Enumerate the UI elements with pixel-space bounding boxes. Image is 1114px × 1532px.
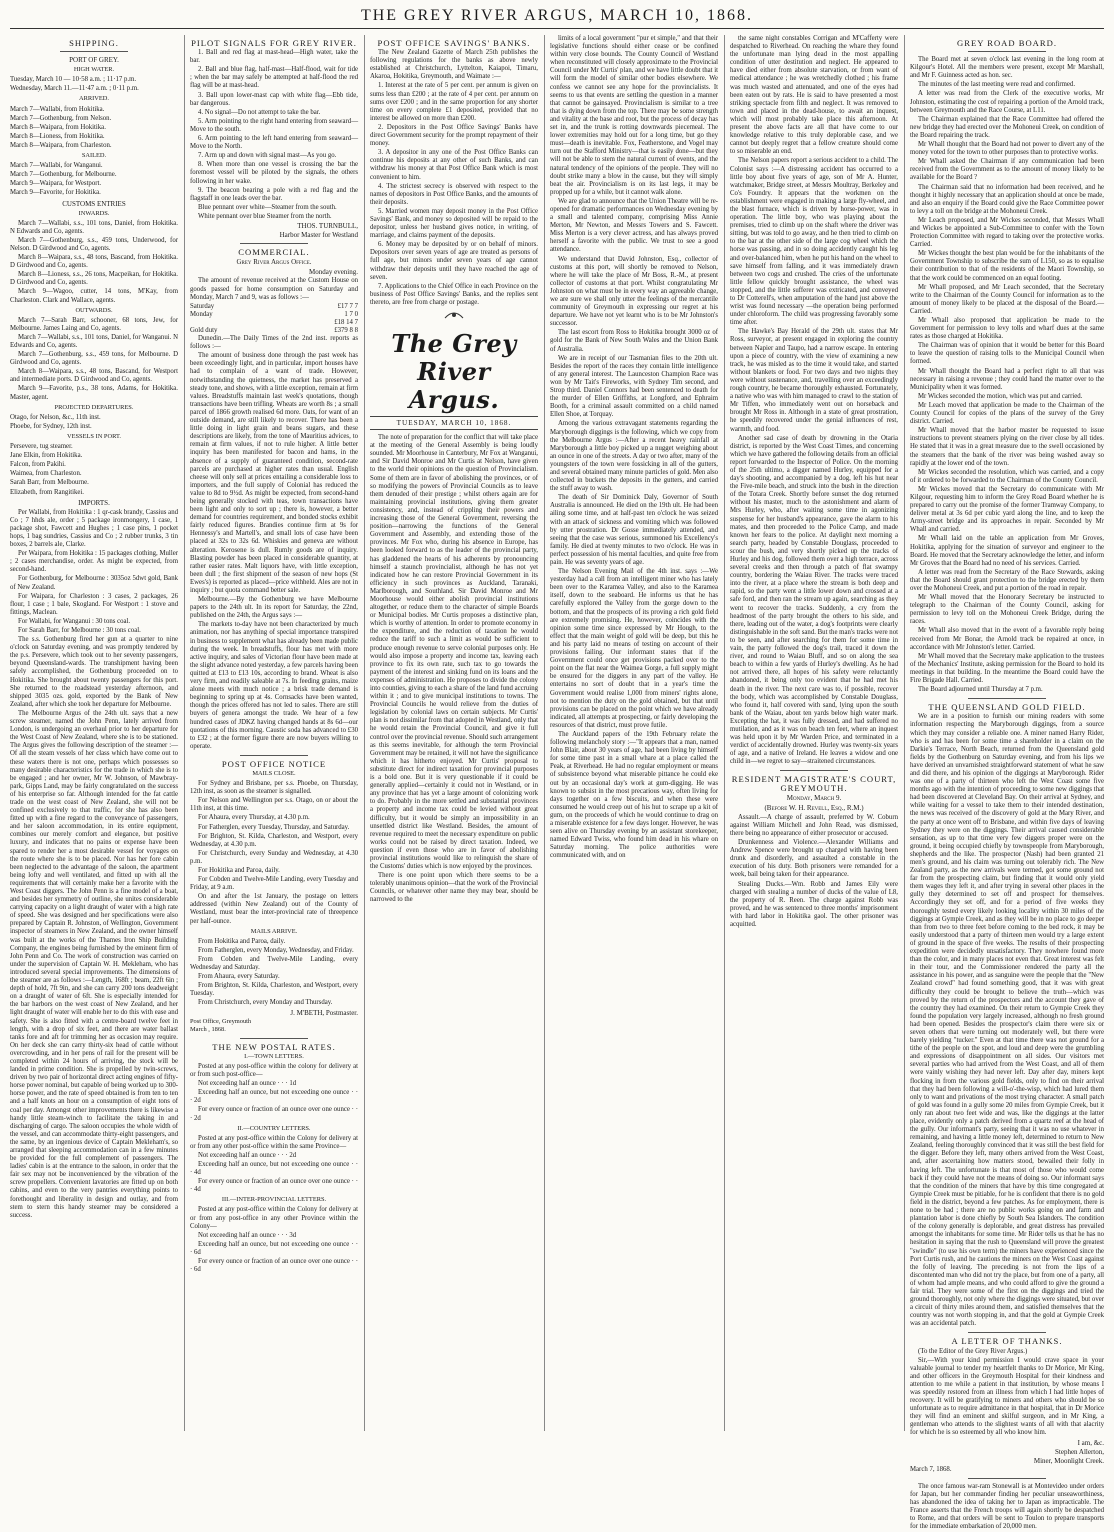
paragraph: March 8—Lioness, from Hokitika. — [10, 132, 105, 140]
paragraph: Mr Whall thought the Board had a perfect right to all that was necessary in raising a revenue ; they could hand the matter over to the Municipality when it was formed. — [910, 367, 1104, 391]
paragraph: Exceeding half an ounce, but not exceeding one ounce · · · 6d — [190, 1240, 358, 1256]
savings-heading: POST OFFICE SAVINGS' BANKS. — [377, 38, 531, 48]
paragraph: The Chairman said that no information had been received, and he thought it highly necessary that an application should at once be made, and also an enquiry if the Board could give the Race Committee power to levy a toll on the bridge at the Mohoneui Creek. — [910, 183, 1104, 215]
court-body — [730, 814, 898, 929]
rates-country-label: II.—COUNTRY LETTERS. — [237, 1124, 311, 1132]
paragraph: 5. Married women may deposit money in the Post Office Savings' Bank, and money so deposited will be repaid to the depositor, unless her husband gives notice, in writing, of marriage, and claims payment of the deposits. — [370, 207, 538, 240]
paragraph: There is one point upon which there seems to be a tolerably unanimous opinion—that the work of the Provincial Councils, or whatever other name they may bear, should be narrowed to the — [370, 872, 538, 904]
pilot-heading: PILOT SIGNALS FOR GREY RIVER. — [191, 38, 357, 48]
pilot-signals-list — [190, 49, 358, 221]
paragraph: March 7—Gothenburg, s.s., 459 tons, for Melbourne. D Girdwood and Co, agents. — [10, 351, 178, 367]
paragraph: The Hawke's Bay Herald of the 29th ult. states that Mr Ross, surveyor, at present engaged in exploring the country between Napier and Taupo, had a narrow escape. In entering upon a piece of country, with the view of examining a new track, he was misled as to the time it would take, and started without blankets or food. For two days and two nights they were without sustenance, and, travelling over an exceedingly rough country, he became thoroughly exhausted. Fortunately, a native who was with him managed to crawl to the station of Mr Tiffen, who immediately went out on horseback and brought Mr Ross in. Although in a state of great prostration, he speedily recovered under the genial influences of rest, warmth, and food. — [730, 328, 898, 433]
rates-town-label: I.—TOWN LETTERS. — [244, 1052, 304, 1060]
paragraph: From Hokitika and Paroa, daily. — [198, 937, 286, 945]
paragraph: Exceeding half an ounce, but not exceeding one ounce · · · 4d — [190, 1161, 358, 1177]
paragraph: For every ounce or fraction of an ounce over one ounce · · · 6d — [190, 1258, 358, 1274]
post-signoff: J. M'BETH, Postmaster. — [290, 1008, 358, 1017]
paragraph: the same night constables Corrigan and M'Cafferty were despatched to Riverhead. On reaching the whare they found the unfortunate man lying dead in the most appalling condition of utter destitution and neglect. He appeared to have died either from absolute starvation, or from want of medical attendance ; he was wretchedly clothed ; his frame was much wasted and attenuated, and one of the eyes had been eaten out by rats. He is said to have presented a most striking spectacle from filth and neglect. It was removed to town and placed in the dead-house, to await an inquest, which will most probably take place this afternoon. At present the above facts are all that have come to our knowledge relative to this truly deplorable case, and we cannot but deeply regret that a fellow creature should come to so miserable an end. — [730, 35, 898, 156]
paragraph: Mr Whall asked the Chairman if any communication had been received from the Government as to the amount of money likely to be available for the Board ? — [910, 158, 1104, 182]
paragraph: For Waipara, for Charleston : 3 cases, 2 packages, 26 flour, 1 case ; 1 bale, Skogland. For Westport : 1 stove and fittings, Maclean. — [10, 592, 178, 616]
paragraph: The minutes of the last meeting were read and confirmed. — [918, 81, 1076, 89]
shipping-heading: SHIPPING. — [69, 38, 119, 48]
paragraph: The last escort from Ross to Hokitika brought 3000 oz of gold for the Bank of New South Wales and the Union Bank of Australia. — [550, 329, 718, 353]
nameplate: The Grey River Argus. — [391, 329, 517, 414]
paragraph: Mr Whall moved that the Secretary make application to the trustees of the Mechanics' Institute, asking permission for the Board to hold its meetings in that building. In the meantime the Board could have the Fire Brigade Hall. Carried. — [910, 652, 1104, 685]
paragraph: Mr Whall laid on the table an application from Mr Groves, Hokitika, applying for the situation of surveyor and engineer to the Board. He moved that the Secretary acknowledge the letter, and inform Mr Groves that the Board had no need of his services. Carried. — [910, 535, 1104, 567]
sailed-label: SAILED. — [81, 152, 107, 160]
qgf-body — [910, 713, 1104, 1328]
paragraph: March 7—Gothenburg, from Nelson. — [10, 114, 112, 122]
post-signoff-date: March , 1868. — [190, 1025, 226, 1033]
masthead — [10, 6, 1104, 29]
paragraph: March 8—Waipara, from Hokitika. — [10, 123, 106, 131]
paragraph: March 7—Wallabi, s.s., 101 tons, Daniel, from Hokitika. N Edwards and Co, agents. — [10, 219, 178, 235]
paragraph: March 8—Waipara, from Charleston. — [10, 141, 112, 149]
dunedin-note: Dunedin.—The Daily Times of the 2nd inst. reports as follows :— — [190, 335, 358, 351]
revenue-amount: £17 7 7 — [337, 302, 358, 310]
stonewall-item: The once famous war-ram Stonewall is at Montevideo under orders for Japan, but her commander finding her peculiar unseaworthiness, has abandoned the idea of taking her to Japan as impracticable. The France asserts that the French troops will again shortly be despatched to Rome, and that orders will be sent to Toulon to prepare transports for the immediate embarkation of 20,000 men. — [910, 1482, 1104, 1531]
paragraph: Mr Whall also proposed that application be made to the Government for permission to levy tolls and wharf dues at the same rates as those charged at Hokitika. — [910, 317, 1104, 341]
paragraph: 7. Applications to the Chief Office in each Province on the business of Post Office Savings' Banks, and the replies sent thereto, are free from charge or postage. — [370, 282, 538, 306]
paragraph: We are glad to announce that the Union Theatre will be re-opened for dramatic performances on Wednesday evening by a small and talented company, comprising Miss Annie Merton, Mr Newton, and Messrs Towers and S. Fawcett. Miss Merton is a very clever actress, and has always proved herself a favorite with the public. We trust to see a good attendance. — [550, 197, 718, 254]
paragraph: Not exceeding half an ounce · · · 1d — [198, 1080, 297, 1088]
paragraph: Mr Whall moved that the harbor master be requested to issue instructions to prevent steamers plying on the river close by all tides. He stated that it was in a great measure due to the swell occasioned by the steamers that the bank of the river was being washed away so rapidly at the lower end of the town. — [910, 427, 1104, 467]
editorial — [370, 434, 538, 904]
paragraph: Per Wallabi, from Hokitika : 1 qr-cask brandy, Cassius and Co ; 7 hhds ale, order ; 5 package ironmongery, 1 case, 1 package shot, Fawcett and Hughes ; 1 case pins, 1 pocket hops, 1 bag sundries, Cassius and Co ; 2 rubber trunks, 3 tin boxes, 2 barrels ale, Clarke. — [10, 508, 178, 549]
paragraph: The Nelson papers report a serious accident to a child. The Colonist says :—A distressing accident has occurred to a little boy about five years of age, son of Mr A. Hunter, watchmaker, Bridge street, at Messrs Moultray, Berkeley and Co's Foundry. It appears that the workmen on the establishment were engaged in making a large fly-wheel, and the blast furnace, which is driven by horse-power, was in operation. The little boy, who was playing about the premises, tried to climb up on the shaft where the driver was sitting, but was told to go away, and he then tried to climb on to the bar at the other side of the large cog wheel which the horse was passing, and in so doing accidently caught his leg and over-balanced him, when he put his hand on the wheel to save himself from falling, and it was immediately drawn between two cogs and crushed. The cries of the unfortunate little fellow quickly brought assistance, the wheel was stopped, and the little sufferer was extricated, and conveyed to Dr Cotterell's, when amputation of the hand just above the wrist was found necessary —the operation being performed under chloroform. The child was progressing favorably some time after. — [730, 157, 898, 327]
paragraph: The Chairman explained that the Race Committee had offered the new bridge they had erected over the Mohoneui Creek, on condition of the Board repairing the track. — [910, 115, 1104, 139]
paragraph: Mr Wickes seconded the motion, which was put and carried. — [918, 392, 1083, 400]
paragraph: For every ounce or fraction of an ounce over one ounce · · · 2d — [190, 1106, 358, 1122]
paragraph: March 7—Wallabi, for Wanganui. — [10, 162, 103, 170]
column-2 — [190, 35, 358, 1431]
revenue-label: Monday — [190, 310, 213, 318]
paragraph: Stealing Ducks.—Wm. Robb and James Eily were charged with stealing a number of ducks of the value of L8, the property of R. Reen. The charge against Robb was proved, and he was sentenced to three months' imprisonment with hard labor in Hokitika gaol. The other prisoner was acquitted. — [730, 880, 898, 929]
revenue-row — [190, 303, 358, 311]
commercial-day: Monday evening. — [309, 268, 358, 277]
rates-country-list — [190, 1135, 358, 1195]
paragraph: Mr Leach proposed, and Mr Wickes seconded, that Messrs Whall and Wickes be appointed a Sub-Committee to confer with the Town Protection Committee with regard to taking over the protective works. Carried. — [910, 216, 1104, 249]
paragraph: From Ahaura, every Saturday. — [198, 973, 280, 981]
paragraph: On and after the 1st January, the postage on letters addressed (within New Zealand) out of the County of Westland, must bear the inter-provincial rate of threepence per half-ounce. — [190, 893, 358, 925]
paragraph: 5. Arm pointing to the right hand entering from seaward—Move to the south. — [190, 117, 358, 133]
paragraph: The Nelson Evening Mail of the 4th inst. says :—We yesterday had a call from an intelligent miner who has lately been over to the Karamea Valley, and also to the Karamea itself, down to the seaboard. He informs us that he has carefully explored the Valley from the gorge down to the bottom, and that the prospects of its proving a rich gold field are extremely promising. He, however, coincides with the opinion some time since expressed by Mr Hough, to the effect that the main weight of gold will be deep, but this he and his party laid no means of testing on account of their provisions failing. Our informant states that if the Government could once get provisions packed over to the point on the flat near the Waimea Gorge, a full supply might be ensured for the diggers in any part of the valley. He entertains no sort of doubt that in a year's time the Government would realise 1,000 from miners' rights alone, not to mention the duty on the gold obtained, but that until provisions can be placed on the point which we have already indicated, all attempts at prospecting, or fairly developing the resources of that district, must prove futile. — [550, 568, 718, 729]
gothenburg-story — [10, 636, 178, 1220]
paragraph: From Brighton, St. Kilda, Charleston, and Westport, every Tuesday. — [190, 982, 358, 998]
paragraph: For Ahaura, every Thursday, at 4.30 p.m. — [198, 814, 310, 822]
paragraph: Sarah Barr, from Melbourne. — [10, 479, 89, 487]
imports-heading: IMPORTS. — [78, 498, 110, 507]
column-6 — [910, 35, 1104, 1531]
paragraph: March 7—Wallabi, from Hokitika. — [10, 105, 105, 113]
revenue-amount: £379 8 8 — [334, 327, 358, 334]
column-5 — [730, 35, 898, 1431]
vessels-label: VESSELS IN PORT. — [66, 432, 121, 440]
arrived-label: ARRIVED. — [79, 95, 109, 103]
projected-label: PROJECTED DEPARTURES. — [54, 403, 134, 411]
vessels-list — [10, 443, 178, 497]
paragraph: 2. Depositors in the Post Office Savings' Banks have direct Government security for the prompt repayment of their money. — [370, 123, 538, 148]
paragraph: Another sad case of death by drowning in the Otaria district, is reported by the West Coast Times, and concerning which we have gathered the following details from an official report forwarded to the Inspector of Police. On the morning of the 25th ultimo, a digger named Hurley, equipped for a day's shooting, and accompanied by a dog, left his hut near the Five-mile beach, and struck into the bush in the direction of the Totara Creek. Shortly before sunset the dog returned without his master, much to the astonishment and alarm of Mrs Hurley, who, after waiting some time in agonizing suspense for her husband's appearance, gave the alarm to his mates, and then proceeded to the Police Camp, and made known her fears to the police. At daylight next morning a search party, headed by Constable Douglass, proceeded to scour the bush, and very shortly picked up the tracks of Hurley and his dog, followed them over a high terrace, across several creeks and then through a patch of flat swampy country, bordering the Waiau River. The tracks were traced into the river, at a place where the stream is both deep and rapid, so the party went a little lower down and crossed at a safe ford, and then ran the stream up again, searching as they went to recover the tracks. Suddenly, a cry from the headmost of the party brought the others to his side, and there, leading out of the water, a dog's footprints were clearly distinguishable in the soft sand. But the man's tracks were not to be seen, and after searching for them for some time in vain, the party followed the dog's trail, traced it down the river, and round to Waiau Bluff, and so on along the sea beach to within a few yards of Hurley's dwelling. As he had not arrived there, all hopes of his safety were reluctantly abandoned, it being only too evident that he had met his death in the river. The next care was to, if possible, recover the body, which was accomplished by Constable Douglass, who found it, half covered with sand, lying upon the south bank of the Waiau, about ten yards below high water mark. Excepting the hat, it was fully dressed, and had suffered no mutilation, and as it was on beach ten feet, where an inquest was held upon it by Mr Warden Price, and terminated in a verdict of accidentally drowned. Hurley was twenty-six years of age, and a native of Ireland. He leaves a widow and one child in—we regret to say—straitened circumstances. — [730, 434, 898, 766]
paragraph: For Nelson and Wellington per s.s. Otago, on or about the 11th inst, at this time. — [190, 797, 358, 813]
rates-heading: THE NEW POSTAL RATES. — [212, 1041, 336, 1052]
paragraph: March 9—Waipara, for Westport. — [10, 180, 102, 188]
commercial-heading: COMMERCIAL. — [238, 247, 310, 258]
qgf-heading: THE QUEENSLAND GOLD FIELD. — [928, 702, 1086, 713]
paragraph: Jane Elkin, from Hokitika. — [10, 452, 83, 460]
commercial-intro: The amount of revenue received at the Custom House on goods passed for home consumption on Saturday and Monday, March 7 and 9, was as follows :— — [190, 277, 358, 301]
paragraph: From Fatherglen, every Monday, Wednesday, and Friday. — [198, 946, 354, 954]
melbourne-note: Melbourne.—By the Gothenburg we have Melbourne papers to the 24th ult. In its report for Saturday, the 22nd, published on the 24th, the Argus says :— — [190, 596, 358, 620]
paragraph: The Auckland papers of the 19th February relate the following melancholy story :—"It appears that a man, named John Blair, about 30 years of age, had been living by himself for some time past in a small whare at a place called the Peak, at Riverhead. He had no regular employment or means of subsistence beyond what miserable pittance he could eke out by an occasional day's work at gum-digging. He was known to subsist in the most precarious way, often living for days together on a few biscuits, and when these were consumed he would creep out of his hut to scrape up a kit of gum, on the proceeds of which he would continue to drag on a miserable existence for a few days longer. However, he was seen alive on Thursday evening by an assistant storekeeper, named Edward Twiss, who found him dead in his whare on Saturday morning. The police authorities were communicated with, and on — [550, 730, 718, 860]
masthead-title: THE GREY RIVER ARGUS, MARCH 10, 1868. — [360, 7, 754, 24]
revenue-label: Gold duty — [190, 327, 218, 334]
paragraph: Not exceeding half an ounce · · · 3d — [198, 1231, 297, 1239]
paragraph: Posted at any post-office within the Colony for delivery at or from any other post-office within the same Province— — [190, 1134, 358, 1150]
column-4 — [550, 35, 718, 1431]
paragraph: The death of Sir Dominick Daly, Governor of South Australia is announced. He died on the 19th ult. He had been ailing some time, and at half-past ten o'clock he was seized with an attack of sickness and vomiting which was followed by utter prostration. Dr Gosse immediately attended, and seeing that the case was serious, summoned his Excellency's family. He died at twenty minutes to two o'clock. He was in perfect possession of his mental faculties, and quite free from pain. He was seventy years of age. — [550, 494, 718, 566]
paragraph: For Hokitika and Paroa, daily. — [198, 867, 280, 874]
paragraph: For Cobden and Twelve-Mile Landing, every Tuesday and Friday, at 9 a.m. — [190, 876, 358, 892]
paragraph: Not exceeding half an ounce · · · 2d — [198, 1151, 297, 1159]
paragraph: For Wallabi, for Wanganui : 30 tons coal. — [18, 617, 131, 625]
paragraph: March 8—Waipara, s.s., 48 tons, Bascand, from Hokitika. D Girdwood and Co, agents. — [10, 254, 178, 270]
paragraph: 7. Arm up and down with signal mast—As you go. — [198, 152, 337, 160]
paragraph: 1. Ball and red flag at mast-head—High water, take the bar. — [190, 49, 358, 65]
port-heading: PORT OF GREY. — [69, 56, 119, 65]
pilot-signoff-title: Harbor Master for Westland — [279, 231, 358, 240]
paragraph: From Christchurch, every Monday and Thursday. — [198, 999, 333, 1007]
paragraph: A letter was read from the Secretary of the Race Stewards, asking that the Board should grant protection to the bridge erected by them over the Mohoneui Creek, and put a portion of the road in repair. — [910, 568, 1104, 592]
column-1 — [10, 35, 178, 1431]
commercial-office: Grey River Argus Office. — [236, 258, 312, 267]
paragraph: Mr Whall proposed, and Mr Leach seconded, that the Secretary write to the Chairman of the County Council for information as to the amount of money likely to be placed at the disposal of the Board.—Carried. — [910, 283, 1104, 315]
editorial-continued — [550, 35, 718, 860]
paragraph: Mr Leach moved that application be made to the Chairman of the County Council for copies of the plans of the survey of the Grey district. Carried. — [910, 401, 1104, 426]
savings-intro: The New Zealand Gazette of March 25th publishes the following regulations for the banks as above newly established at Christchurch, Lyttelton, Kaiapoi, Timaru, Akaroa, Hokitika, Greymouth, and Waimate :— — [370, 49, 538, 81]
paragraph: March 8—Lioness, s.s., 26 tons, Macpeikan, for Hokitika. D Girdwood and Co, agents. — [10, 271, 178, 287]
paragraph: Persevere, tug steamer. — [10, 443, 73, 451]
paragraph: We are in a position to furnish our mining readers with some information respecting the Maryborough diggings, from a source which they may consider a reliable one. A miner named Harry Rider, who is and has been for some time a shareholder in a claim on the Darkie's Terrace, North Beach, returned from the Queensland gold fields by the Gothenburg on Saturday evening, and from his lips we have derived an unvarnished straightforward statement of what he saw and did there, and his opinion of the diggings at Maryborough. Rider was one of a party of thirteen who left the West Coast some five months ago with the intention of proceeding to some new diggings that had been discovered at Cleveland Bay. On their arrival at Sydney, and while waiting for a vessel to take them to their intended destination, the news was received of the discovery of gold at the Mary River, and the party at once went off to Brisbane, and within five days of leaving Sydney they were on the diggings. Their arrival caused considerable sensation, as up to that time very few diggers proper were on the ground, it being occupied chiefly by townspeople from Maryborough, shepherds and the like. The prospector (Nash) had been granted 21 men's ground, and his claim was turning out tolerably rich. The New Zealand party, as the new arrivals were termed, got some ground not far from the prospecting claim, but finding that it would only yield them wages they left it, and after trying in several other places in the gully they determined to set off and prospect for themselves. Accordingly they set off, and for a period of five weeks they thoroughly tested every likely looking locality within 30 miles of the diggings at Gympie Creek, and as they will be in no place to go deeper than from two to three feet before coming to the bed rock, it may be easily understood that a party of thirteen men would try a large extent of ground in the space of five weeks. The results of their prospecting expedition were decidedly unsatisfactory. They nowhere found more than the color, and in many places not even that. Great interest was felt in their tour, and the Commissioner rendered the party all the assistance in his power, and as sanguine were the people that the "New Zealand crowd" had found something good, that it was with great difficulty they could be brought to believe the truth—which was proved by the return of the prospectors and the account they gave of the country they had examined. On their return to Gympie Creek they found the population very largely increased, although no fresh ground had been opened. Besides the prospector's claim there were six or seven others that were turning out moderately well, but there were barely yielding "tucker." Even at that time there was not ground for a tithe of the people on the spot, and loud and deep were the grumbling and expressions of disappointment on all sides. Our visitors met several parties who had arrived from the West Coast, and all of them were vainly wishing they had never left. Day after day, miners kept flocking in from the various gold fields, only to find on their arrival that they had been following a will-o'-the-wisp, which had lured them only to want and privations of the most trying character. A small patch of gold was found in a gully some 20 miles from Gympie Creek, but it only ran about two feet wide and was, like the diggings at the latter place, evidently only a patch derived from a quartz reef at the head of the gully. Our informant's party, seeing that it was no use whatever in remaining, and having a little money left, determined to return to New Zealand, feeling thoroughly convinced that it was still the best field for the digger. Before they left, many others arrived from the West Coast, and, after ascertaining how matters stood, bewailed their folly in having left. The unfortunate is that most of those who would come back if they could have not the means of doing so. Our informant says that the condition of the miners that have by this time congregated at Gympie Creek must be pitiable, for he is confident that there is no gold field in the district, beyond a few patches. As for employment, there is none to be had ; there are no public works going on and farm and plantation labor is done chiefly by South Sea Islanders. The condition of the colony generally is deplorable, and great distress has prevailed amongst the inhabitants for some time. Mr Rider tells us that he has no hesitation in saying that the rush to Queensland will prove the greatest "swindle" (to use his own term) the miners have experienced since the Port Curtis rush, and he cautions the miners on the West Coast against the folly of leaving. The preceding is not from the lips of a discontented man who did not try the place, but from one of a party, all of whom had ample means, and who could afford to give the ground a fair trial. They were some of the first on the diggings and tried the ground thoroughly, not only where the diggings were situated, but over a circuit of thirty miles around them, and satisfied themselves that the country was not worth stopping in, and that the gold at Gympie Creek was an accidental patch. — [910, 713, 1104, 1328]
letter-to: (To the Editor of the Grey River Argus.) — [918, 1347, 1028, 1355]
paragraph: Drunkenness and Violence.—Alexander Williams and Andrew Spence were brought up charged with having been drunk and disorderly, and assaulted a constable in the execution of his duty. Both prisoners were remanded for a week, bail being taken for their appearance. — [730, 839, 898, 879]
paragraph: For Christchurch, every Sunday and Wednesday, at 4.30 p.m. — [190, 849, 358, 865]
paragraph: For Gothenburg, for Melbourne : 3035oz 5dwt gold, Bank of New Zealand. — [10, 575, 178, 591]
paragraph: 6. Money may be deposited by or on behalf of minors. Depositors over seven years of age are treated as persons of full age, but minors under seven years of age cannot withdraw their deposits until they have reached the age of seven. — [370, 241, 538, 281]
paragraph: Assault.—A charge of assault, preferred by W. Coburn against William Mitchell and John Read, was dismissed, there being no appearance of either prosecutor or accused. — [730, 813, 898, 837]
paragraph: Elizabeth, from Rangitikei. — [10, 488, 84, 496]
paragraph: The s.s. Gothenburg fired her gun at a quarter to nine o'clock on Saturday evening, and was promptly tendered by the p.s. Persevere, which took out to her seventy passengers, beyond Queensland-wards. The transhipment having been safely accomplished, the Gothenburg proceeded on to Hokitika. She brought about twenty passengers for this port. She returned to the roadstead yesterday afternoon, and shipped 3035 ozs. gold, exported by the Bank of New Zealand, after which she took her departure for Melbourne. — [10, 636, 178, 708]
paragraph: March 9—Favorite, for Hokitika. — [10, 189, 101, 197]
pilot-signoff: THOS. TURNBULL, — [297, 221, 358, 230]
paragraph: The Board adjourned until Thursday at 7 p.m. — [918, 686, 1043, 694]
paragraph: Per Waipara, from Hokitika : 15 packages clothing, Muller ; 2 cases merchandise, order. As might be expected, from second-hand. — [10, 550, 178, 574]
paragraph: limits of a local government "pur et simple," and that their legislative functions should either cease or be confined within very close bounds. The County Council of Westland when reconstituted will closely approximate to the Provincial Council under Mr Curtis' plan, and we have little doubt that it will form the model of similar other bodies elsewhere. We confess we cannot see any hope for the provincialists. It seems to us that events are settling the question in a manner that cannot be gainsayed. Provincialism is similar to a tree that is dying down from the top. There may be some strength and vitality at the base and root, but the process of decay has set in, and the trunk is rotting downwards piecemeal. The lower extremities may hold out for a long time, but go they must—death is inevitable. Fox, Featherstone, and Vogel may turn out the Stafford Ministry—that is easily done—but they will not be able to stem the natural current of events, and the natural tendency of the opinions of the people. They will no doubt strike many a blow in the cause, but they will simply beat the air. Provincialism is on its last legs, it may be propped up for a while, but it cannot walk alone. — [550, 35, 718, 196]
paragraph: March 7—Wallabi, s.s., 101 tons, Daniel, for Wanganui. N Edwards and Co, agents. — [10, 333, 178, 349]
column-3 — [370, 35, 538, 1431]
paragraph: 2. Ball and blue flag, half-mast—Half-flood, wait for tide ; when the bar may safely be attempted at half-flood the red flag will be at mast-head. — [190, 66, 358, 90]
projected-list — [10, 414, 178, 431]
paragraph: March 9—Wagoo, cutter, 14 tons, M'Kay, from Charleston. Clark and Wallace, agents. — [10, 288, 178, 304]
paragraph: Mr Whall also moved that in the event of a favorable reply being received from Mr Bonar, the Arnold track be repaired at once, in accordance with Mr Johnston's letter. Carried. — [910, 627, 1104, 651]
outwards-list — [10, 317, 178, 402]
melbourne-report: The markets to-day have not been characterized by much animation, nor has anything of special importance transpired in business to supplement what has already been made public during the week. In breadstuffs, flour has met with more active inquiry, and sales of Victorian flour have been made at the slight advance noted yesterday, a few parcels having been quitted at £13 to £13 10s, according to brand. Wheat is also very firm, and readily saleable at 7s. In feeding grains, maize alone meets with much notice ; a brisk trade demand is beginning to spring up at 4s. Cornsacks have been wanted, though the prices offered has not led to sales. There are still buyers of genera amongst the trade. We hear of a few hundred cases of JDKZ having changed hands at 8s 6d—our quotations of this morning. Caustic soda has advanced to £30 to £32 ; at the former figure there are now buyers willing to operate. — [190, 621, 358, 750]
paragraph: Mr Whall moved that the Honorary Secretary be instructed to telegraph to the Chairman of the County Council, asking for permission to levy toll on the Mohoneui Creek Bridge, during the races. — [910, 594, 1104, 626]
court-heading: RESIDENT MAGISTRATE'S COURT, GREYMOUTH. — [731, 774, 897, 793]
revenue-amount: 1 7 0 — [344, 310, 358, 318]
revenue-row — [190, 319, 358, 327]
paragraph: Mr Wickes moved that the Secretary do communicate with Mr Kilgour, requesting him to inform the Grey Road Board whether he is prepared to carry out the promise of the former Tramway Company, to deliver metal at 3s 6d per cubic yard along the line, and to keep the Army-street bridge and its approaches in repair. Seconded by Mr Whall and carried. — [910, 485, 1104, 534]
paragraph: 9. The beacon bearing a pole with a red flag and the flagstaff in one leads over the bar. — [190, 186, 358, 202]
paragraph: Waimea, from Charleston. — [10, 470, 82, 478]
outwards-label: OUTWARDS. — [75, 306, 113, 314]
paragraph: A letter was read from the Clerk of the executive works, Mr Johnston, estimating the cost of repairing a portion of the Arnold track, between Greymouth and the Race Course, at L11. — [910, 90, 1104, 114]
revenue-label: Saturday — [190, 302, 215, 310]
paragraph: 4. No signal—Do not attempt to take the bar. — [198, 108, 321, 116]
paragraph: Wednesday, March 11.—11·47 a.m. ; 0·11 p.m. — [10, 85, 139, 93]
paragraph: For Sydney and Brisbane, per s.s. Phoebe, on Thursday, 12th inst, as soon as the steamer is signalled. — [190, 780, 358, 796]
paragraph: 8. When more than one vessel is crossing the bar the foremost vessel will be piloted by the signals, the others following in her wake. — [190, 161, 358, 185]
savings-rules-list — [370, 82, 538, 307]
paragraph: For every ounce or fraction of an ounce over one ounce · · · 4d — [190, 1178, 358, 1194]
post-signoff-place: Post Office, Greymouth — [190, 1017, 252, 1025]
paragraph: White pennant over blue Steamer from the north. — [198, 212, 332, 220]
paragraph: March 9—Favorite, p.s., 38 tons, Adams, for Hokitika. Master, agent. — [10, 385, 178, 401]
rates-inter-list — [190, 1206, 358, 1274]
paragraph: March 7—Sarah Barr, schooner, 68 tons, Jew, for Melbourne. James Laing and Co, agents. — [10, 316, 178, 332]
mails-close-list — [190, 780, 358, 926]
paragraph: Mr Wickes seconded the resolution, which was carried, and a copy of it ordered to be forwarded to the Chairman of the County Council. — [910, 468, 1104, 484]
sailed-list — [10, 162, 178, 197]
dateline: TUESDAY, MARCH 10, 1868. — [370, 416, 538, 430]
paragraph: 1. Interest at the rate of 5 per cent. per annum is given on sums less than £200 ; at the rate of 4 per cent. per annum on sums over £200 ; and in the same proportion for any shorter time on every complete £1 deposited, provided that no interest be allowed on more than £200. — [370, 82, 538, 122]
paragraph: Blue pennant over white—Steamer from the south. — [198, 203, 337, 211]
revenue-row — [190, 311, 358, 319]
court-date: Monday, March 9. — [786, 793, 842, 802]
mails-close-label: MAILS CLOSE. — [252, 769, 296, 777]
paragraph: 6. Arm pointing to the left hand entering from seaward—Move to the North. — [190, 135, 358, 151]
paragraph: For Fatherglen, every Tuesday, Thursday, and Saturday. — [198, 823, 350, 831]
customs-heading: CUSTOMS ENTRIES — [62, 199, 126, 208]
imports-list — [10, 509, 178, 635]
mails-arrive-list — [190, 938, 358, 1008]
rates-town-list — [190, 1063, 358, 1123]
letter-date: March 7, 1868. — [910, 1465, 952, 1473]
paragraph: The note of preparation for the conflict that will take place at the meeting of the General Assembly is being loudly sounded. Mr Moorhouse in Canterbury, Mr Fox at Wanganui, and Sir David Monroe and Mr Curtis at Nelson, have given to the world their opinions on the question of Provincialism. Some of them are in favor of abolishing the provinces, or of so modifying the powers of Provincial Councils as to leave them denuded of their prestige ; whilst others again are for maintaining provincial institutions, giving them greater consistency, and, instead of crippling their powers and increasing those of the General Government, reversing the position—narrowing the functions of the General Government and Assembly, and extending those of the provinces. Mr Fox who, during his absence in Europe, has been looked forward to as the leader of the provincial party, has gladdened the hearts of his adherents by pronouncing himself a staunch provincialist, although he has not yet indicated how he can restore Provincial Government in its efficiency in such provinces as Auckland, Taranaki, Marlborough, and Southland. Sir David Monroe and Mr Moorhouse would either abolish provincial institutions altogether, or reduce them to the character of simple Boards or Municipal bodies. Mr Curtis proposes a distinctive plan, which is worthy of attention. In order to promote economy in the expenditure, and the reduction of taxation he would reduce the tariff to such a limit as would be sufficient to produce enough revenue to serve colonial purposes only. He would also impose a property and income tax, leaving each province to fix its own rate, such tax to go towards the payment of the interest and sinking fund on its loans and the expenses of administration. He proposes to divide the colony into counties, giving to each a share of the land fund accruing within it ; and to give municipal institutions to towns. The Provincial Councils he would relieve from the duties of legislation by colonial laws on certain subjects. Mr Curtis' plan is not dissimilar from that adopted in Westland, only that he would retain the Provincial Council, and give it full control over the provincial revenue. Should such arrangement as this seems inevitable, for although the term Provincial Government may be retained, it will not have the significance which it has hitherto enjoyed. Mr Curtis' proposal to substitute direct for indirect taxation for provincial purposes is a bold one. But it is very questionable if it could be generally applied—certainly it could not in Westland, or in any province that has yet a large amount of colonizing work to do. Probably in the more settled and substantial provinces a property and income tax could be levied without great difficulty, but it would be simply an impossibility in an unsettled district like Westland. Besides, the amount of revenue required to meet the necessary expenditure on public works could not be raised by direct taxation. Indeed, we question if even those who are in favor of abolishing provincial institutions would like to relinquish the share of the Customs' duties which is now enjoyed by the provinces. — [370, 434, 538, 871]
paragraph: Mr Wickes thought the best plan would be for the inhabitants of the Government Township to subscribe the sum of L150, so as to equalise their contribution to that of the residents of the Maori Township, so that the work could be commenced on an equal footing. — [910, 250, 1104, 282]
high-water-label: HIGH WATER. — [73, 66, 115, 74]
paragraph: Phoebe, for Sydney, 12th inst. — [10, 422, 92, 430]
paragraph: Posted at any post-office within the colony for delivery at or from such post-office— — [190, 1062, 358, 1079]
paragraph: 4. The strictest secrecy is observed with respect to the names of depositors in Post Office Banks, and the amounts of their deposits. — [370, 182, 538, 206]
letter-sign-title: Miner, Moonlight Creek. — [1033, 1456, 1104, 1465]
letter-sign: Stephen Allerton, — [1055, 1447, 1104, 1456]
paragraph: 3. Ball upon lower-mast cap with white flag—Ebb tide, bar dangerous. — [190, 91, 358, 107]
revenue-row — [190, 327, 358, 335]
board-heading: GREY ROAD BOARD. — [957, 38, 1057, 48]
letter-body: Sir,—With your kind permission I would crave space in your valuable journal to tender my heartfelt thanks to Dr Morice, Mr King, and other officers in the Greymouth Hospital for their kindness and attention to me while a patient in that institution, by whose means I was speedily restored from an illness from which I had little hopes of recovery. It will be gratifying to miners and others who should be so unfortunate as to require admittance in that hospital, that in Dr Morice they will find an eminent and skilful surgeon, and in Mr King, a gentleman who attends to the slightest wants of all with that alacrity for which he is so esteemed by all who know him. — [910, 1356, 1104, 1437]
letter-heading: A LETTER OF THANKS. — [951, 1336, 1063, 1347]
revenue-table — [190, 303, 358, 335]
high-water-list — [10, 76, 178, 93]
paragraph: 3. A depositor in any one of the Post Office Banks can continue his deposits at any other of such Banks, and can withdraw his money at that Post Office Bank which is most convenient to him. — [370, 149, 538, 181]
letter-close: I am, &c. — [1077, 1438, 1104, 1447]
paragraph: The Board met at seven o'clock last evening in the long room at Kilgour's Hotel. All the members were present, except Mr Marshall, and Mr F. Guinness acted as hon. sec. — [910, 56, 1104, 80]
court-before: (Before W. H. Revell, Esq., R.M.) — [764, 803, 864, 812]
paragraph: March 7—Gothenburg, s.s., 459 tons, Underwood, for Nelson. D Girdwood and Co, agents. — [10, 236, 178, 252]
paragraph: We understand that David Johnston, Esq., collector of customs at this port, will shortly be removed to Nelson, where he will take the place of Mr Boss, R.-M., at present collector of customs at that port. Whilst congratulating Mr Johnston on what must be in every way an agreeable change, we are sure we shall only utter the feelings of the mercantile community of Greymouth in expressing our regret at his departure. We have not yet learnt who is to be Mr Johnston's successor. — [550, 255, 718, 328]
paragraph: The Melbourne Argus of the 24th ult. says that a new screw steamer, named the John Penn, lately arrived from London, is undergoing an overhaul prior to her departure for the West Coast of New Zealand, where she is to be stationed. The Argus gives the following description of the steamer :—Of all the steam vessels of her class which have come out to these waters there is not one, perhaps which possesses so many desirable characteristics for the trade in which she is to be engaged ; and her owner, Mr W. Johnson, of Mawbray-park, Gipps Land, may be fairly congratulated on the success of his enterprise so far. Although intended for the fat cattle trade on the west coast of New Zealand, she will not be confined exclusively to that traffic, for she has also been fitted up with a fine regard to the conveyance of passengers, and her saloon accommodation, in its entire equipment, combines our merely comfort and elegance, but positive luxury, and indicates that no pains or expense have been spared to render her a most desirable vessel for voyages on the route where she is to be placed. Nor has her fore cabin been neglected to the advantage of the saloon, the apartment being lofty and well ventilated, and fitted up with all the requirements that will certainly make her a favorite with the West Coast diggers. The John Penn is a fine model of a boat, and besides her symmetry of outline, she unites considerable carrying capacity on a light draught of water with a high rate of speed. She was designed and her specifications were also prepared by Captain R. Johnston, of Wellington, Government inspector of steamers in New Zealand, and the owner himself was built at the works of the Thames Iron Ship Building Company, the engines being furnished by the eminent firm of John Penn and Co. The work of construction was carried on under the supervision of Captain W. H. Mekleham, who has introduced several special improvements. The dimensions of the steamer are as follows :—Length, 168ft ; beam, 22ft 6in ; depth of hold, 7ft 9in, and she can carry 200 tons deadweight on a draught of water of 6ft. She is especially intended for the bar harbors on the west coast of New Zealand, and her light draught of water will enable her to do this with ease and safety. She is also fitted with a centre-board twelve feet in length, with a drop of six feet, and there are water ballast tanks fore and aft for trimming her as occasion may require. On her deck she can carry thirty-six head of cattle without overcrowding, and in her pens of rail for the present will be completed within 24 hours of arriving, the stock will be landed in prime condition. She is propelled by twin-screws, driven by two pair of horizontal direct acting engines of fifty-horse power nominal, but capable of being worked up to 300-horse power, and the rate of speed obtained is from ten to ten and a half knots an hour on a consumption of eight tons of coal per day. Amongst other improvements there is likewise a handy little steam-winch to facilitate the taking in and discharging of cargo. The saloon occupies the whole width of the vessel, and can accommodate thirty-eight passengers, and the same, by an ingenious device of Captain Mekleham's, so arranged that sleeping accommodation can in a few minutes be provided for the full complement of passengers. The ladies' cabin is at the entrance to the saloon, in order that the fair sex may not be inconvenienced by the vibration of the screw propellers. Convenient lavatories are fitted up on both cabins, and even to the very pantries everything points to forethought and liberality in design and outlay, and from stem to stern this handy steamer may be considered a success. — [10, 709, 178, 1219]
paragraph: Among the various extravagant statements regarding the Maryborough diggings is the following, which we copy from the Melbourne Argus :—After a recent heavy rainfall at Maryborough a little boy picked up a nugget weighing about an ounce in one of the streets. A day or two after, many of the youngsters of the town were fossicking in all of the gutters, and several obtained many minute particles of gold. Men also collected in buckets the deposits in the gutters, and carried the stuff away to wash. — [550, 420, 718, 493]
paragraph: Mr Whall thought that the Board had not power to divert any of the money voted for the town to other purposes than to protective works. — [910, 141, 1104, 157]
paragraph: Tuesday, March 10 — 10·58 a.m. ; 11·17 p.m. — [10, 76, 137, 84]
revenue-amount: £18 14 7 — [334, 318, 358, 326]
paragraph: Exceeding half an ounce, but not exceeding one ounce · · · 2d — [190, 1089, 358, 1105]
paragraph: We are in receipt of our Tasmanian files to the 20th ult. Besides the report of the races they contain little intelligence of any general interest. The Launceston Champion Race was won by Mr Tait's Fireworks, with Sydney Tim second, and Strop third. Daniel Connors had been sentenced to death for the murder of Ellen Griffiths, at Longford, and Ephraim Booth, for a criminal assault committed on a child named Ellen Shoe, at Torquay. — [550, 354, 718, 419]
paragraph: Falcon, from Pakihi. — [10, 461, 66, 469]
paragraph: Otago, for Nelson, &c., 11th inst. — [10, 413, 101, 421]
arrived-list — [10, 106, 178, 150]
crest-icon — [370, 308, 538, 322]
story-continued — [730, 35, 898, 766]
paragraph: For Sarah Barr, for Melbourne : 30 tons coal. — [18, 627, 141, 634]
inwards-label: INWARDS. — [78, 209, 110, 217]
inwards-list — [10, 220, 178, 305]
board-body — [910, 56, 1104, 694]
post-heading: POST OFFICE NOTICE — [221, 758, 327, 769]
paragraph: March 7—Gothenburg, for Melbourne. — [10, 171, 117, 179]
paragraph: Posted at any post-office within the Colony for delivery at or from any post-office in any other Province within the Colony— — [190, 1206, 358, 1230]
paragraph: The Chairman was of opinion that it would be better for this Board to leave the question of raising tolls to the Municipal Council when formed. — [910, 342, 1104, 366]
paragraph: March 8—Waipara, s.s., 48 tons, Bascand, for Westport and intermediate ports. D Girdwood and Co, agents. — [10, 368, 178, 384]
rates-inter-label: III.—INTER-PROVINCIAL LETTERS. — [221, 1196, 327, 1204]
paragraph: For Brighton, St. Kilda, Charleston, and Westport, every Wednesday, at 4.30 p.m. — [190, 832, 358, 848]
mails-arrive-label: MAILS ARRIVE. — [250, 927, 298, 935]
columns — [10, 35, 1104, 1531]
paragraph: From Cobden and Twelve-Mile Landing, every Wednesday and Saturday. — [190, 955, 358, 972]
market-report: The amount of business done through the past week has been exceedingly light, and in particular, import houses have had to complain of a want of trade. However, notwithstanding the quietness, the market has preserved a steady tone, and shows, with a little exception, remain at firm values. Breadstuffs maintain last week's quotations, though transactions have been trifling. Wheats are worth 8s ; a small parcel of 1866 growth realised 6d more. Oats, for want of an outside demand, are still likely to recover. There has been a little doing in light grain and beans sugars, and these descriptions are likely, from the tone of Mauritius advices, to remain at firm values, if not to rule higher. A little better inquiry has been manifested for bacon and hams, in the absence of a supply of guaranteed condition, second-rate parcels are purchased at higher rates than usual. English cheese will only sell at prices entailing a considerable loss to importers, and the full supply of Colonial has reduced the value to 8d to 9½d. As might be expected, from second-hand being generally stocked with teas, town transactions have been light and only to sort up ; there is, however, a better demand for countries requirement, and bonded stocks exhibit fairly reduced figures. Brandies continue firm at 9s for Hennessy's and Martell's, and small lots of case have been placed at 32s to 32s 6d. Whiskies and geneva are without alteration. Kerosene is dull. Rumly goods are of inquiry. Blasting powder has been placed in considerable quantity, at rather easier rates. Malt liquors have, with little exception, been dull ; the first shipment of the season of new hops (St Ewes's) is reported as placed—price withheld. Ales are not in inquiry ; but quota command better sale. — [190, 352, 358, 594]
